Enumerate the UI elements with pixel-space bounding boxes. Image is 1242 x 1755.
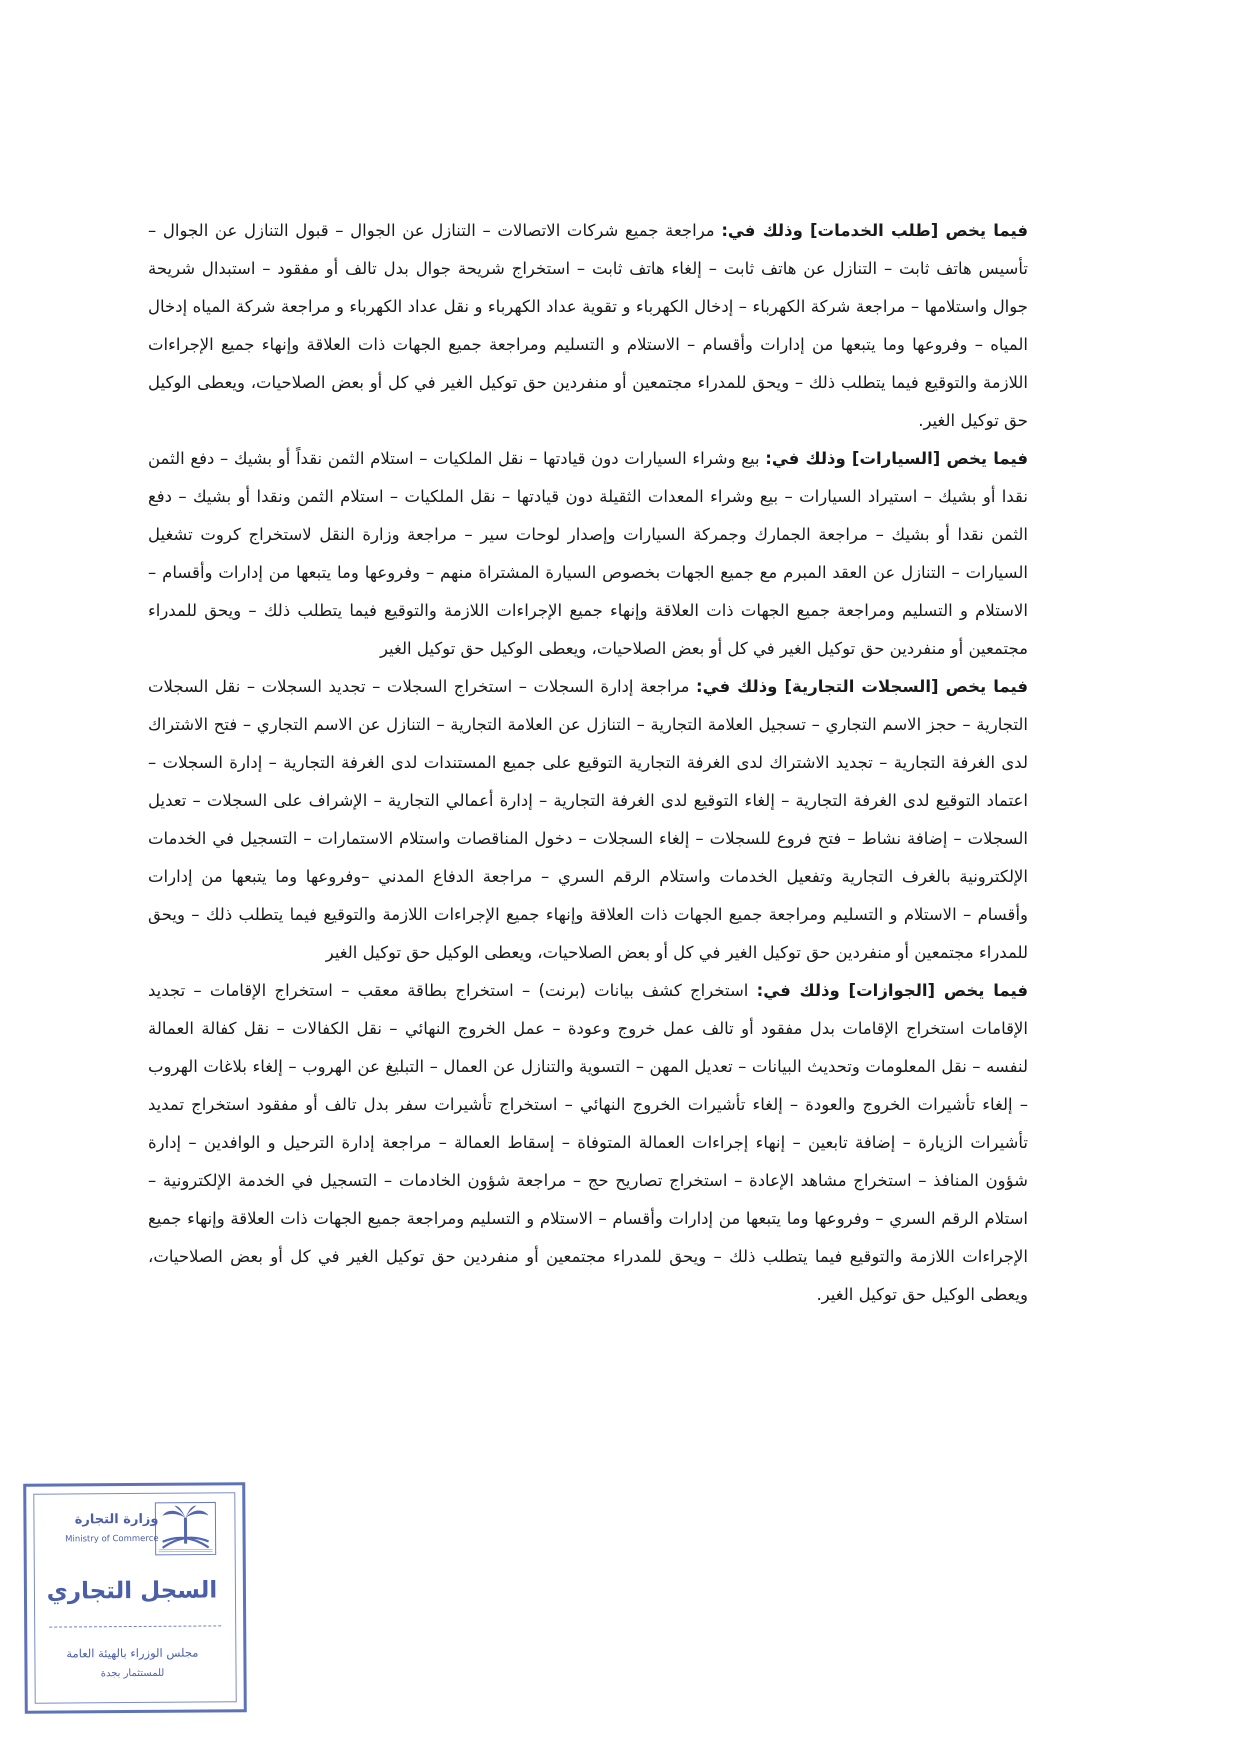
paragraph-text: استخراج كشف بيانات (برنت) – استخراج بطاقة معقب – استخراج الإقامات – تجديد الإقامات استخراج الإقامات بدل مفقود أو تالف عمل خروج وعودة – عمل الخروج النهائي – نقل الكفالات – نقل كفالة العمالة لنفسه – نقل المعلومات وتحديث البيانات – تعديل المهن – التسوية والتنازل عن العمال – التبليغ عن الهروب – إلغاء بلاغات الهروب – إلغاء تأشيرات الخروج والعودة – إلغاء تأشيرات الخروج النهائي – استخراج تأشيرات سفر بدل تالف أو مفقود استخراج تمديد تأشيرات الزيارة – إضافة تابعين – إنهاء إجراءات العمالة المتوفاة – إسقاط العمالة – مراجعة إدارة الترحيل و الوافدين – إدارة شؤون المنافذ – استخراج مشاهد الإعادة – استخراج تصاريح حج – مراجعة شؤون الخادمات – التسجيل في الخدمة الإلكترونية – استلام الرقم السري – وفروعها وما يتبعها من إدارات وأقسام – الاستلام و التسليم ومراجعة جميع الجهات ذات العلاقة وإنهاء جميع الإجراءات اللازمة والتوقيع فيما يتطلب ذلك – ويحق للمدراء مجتمعين أو منفردين حق توكيل الغير في كل أو بعض الصلاحيات، ويعطى الوكيل حق توكيل الغير. (148, 981, 1028, 1304)
saudi-emblem-icon (154, 1501, 216, 1555)
stamp-subtitle-1: مجلس الوزراء بالهيئة العامة (66, 1645, 199, 1661)
stamp-subtitle-2: للمستثمار بجدة (100, 1667, 165, 1680)
paragraph-passports (148, 972, 1028, 1314)
stamp-ministry-english: Ministry of Commerce (65, 1533, 159, 1545)
paragraph-text: بيع وشراء السيارات دون قيادتها – نقل الملكيات – استلام الثمن نقداً أو بشيك – دفع الثمن نقدا أو بشيك – استيراد السيارات – بيع وشراء المعدات الثقيلة دون قيادتها – نقل الملكيات – استلام الثمن ونقدا أو بشيك – دفع الثمن نقدا أو بشيك – مراجعة الجمارك وجمركة السيارات وإصدار لوحات سير – مراجعة وزارة النقل لاستخراج كروت تشغيل السيارات – التنازل عن العقد المبرم مع جميع الجهات بخصوص السيارة المشتراة منهم – وفروعها وما يتبعها من إدارات وأقسام – الاستلام و التسليم ومراجعة جميع الجهات ذات العلاقة وإنهاء جميع الإجراءات اللازمة والتوقيع فيما يتطلب ذلك – ويحق للمدراء مجتمعين أو منفردين حق توكيل الغير في كل أو بعض الصلاحيات، ويعطى الوكيل حق توكيل الغير (148, 449, 1028, 658)
paragraph-lead: فيما يخص [السيارات] وذلك في: (765, 449, 1029, 468)
paragraph-services (148, 212, 1028, 440)
paragraph-text: مراجعة جميع شركات الاتصالات – التنازل عن الجوال – قبول التنازل عن الجوال – تأسيس هاتف ثابت – التنازل عن هاتف ثابت – إلغاء هاتف ثابت – استخراج شريحة جوال بدل تالف أو مفقود – استبدال شريحة جوال واستلامها – مراجعة شركة الكهرباء – إدخال الكهرباء و تقوية عداد الكهرباء و نقل عداد الكهرباء و مراجعة شركة المياه إدخال المياه – وفروعها وما يتبعها من إدارات وأقسام – الاستلام و التسليم ومراجعة جميع الجهات ذات العلاقة وإنهاء جميع الإجراءات اللازمة والتوقيع فيما يتطلب ذلك – ويحق للمدراء مجتمعين أو منفردين حق توكيل الغير في كل أو بعض الصلاحيات، ويعطى الوكيل حق توكيل الغير. (148, 221, 1028, 430)
ministry-stamp (23, 1482, 247, 1714)
paragraph-lead: فيما يخص [طلب الخدمات] وذلك في: (721, 221, 1028, 240)
document-body (148, 212, 1028, 1314)
paragraph-text: مراجعة إدارة السجلات – استخراج السجلات – تجديد السجلات – نقل السجلات التجارية – حجز الاسم التجاري – تسجيل العلامة التجارية – التنازل عن العلامة التجارية – التنازل عن الاسم التجاري – فتح الاشتراك لدى الغرفة التجارية – تجديد الاشتراك لدى الغرفة التجارية التوقيع على جميع المستندات لدى الغرفة التجارية – إدارة السجلات – اعتماد التوقيع لدى الغرفة التجارية – إلغاء التوقيع لدى الغرفة التجارية – إدارة أعمالي التجارية – الإشراف على السجلات – تعديل السجلات – إضافة نشاط – فتح فروع للسجلات – إلغاء السجلات – دخول المناقصات واستلام الاستمارات – التسجيل في الخدمات الإلكترونية بالغرف التجارية وتفعيل الخدمات واستلام الرقم السري – مراجعة الدفاع المدني –وفروعها وما يتبعها من إدارات وأقسام – الاستلام و التسليم ومراجعة جميع الجهات ذات العلاقة وإنهاء جميع الإجراءات اللازمة والتوقيع فيما يتطلب ذلك – ويحق للمدراء مجتمعين أو منفردين حق توكيل الغير في كل أو بعض الصلاحيات، ويعطى الوكيل حق توكيل الغير (148, 677, 1028, 962)
paragraph-cars (148, 440, 1028, 668)
paragraph-lead: فيما يخص [الجوازات] وذلك في: (756, 981, 1029, 1000)
stamp-title: السجل التجاري (46, 1577, 218, 1605)
stamp-ministry-arabic: وزارة التجارة (74, 1511, 159, 1528)
paragraph-lead: فيما يخص [السجلات التجارية] وذلك في: (696, 677, 1029, 696)
paragraph-commercial-records (148, 668, 1028, 972)
